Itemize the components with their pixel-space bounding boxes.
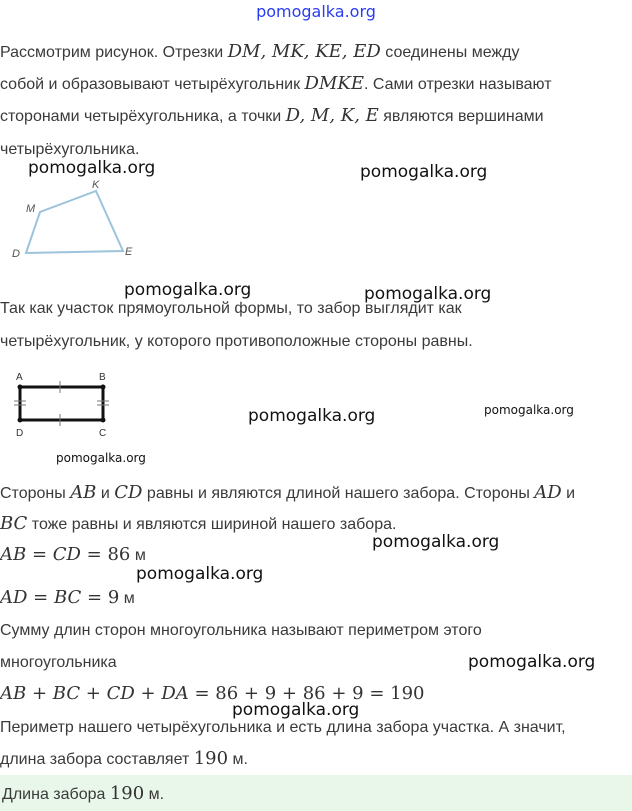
text-segment: четырёхугольника.: [0, 141, 140, 158]
math-segment: 9: [107, 587, 120, 608]
math-segment: AD: [534, 482, 562, 503]
answer-box: [0, 775, 632, 811]
text-segment: длина забора составляет: [0, 751, 194, 768]
text-line: [0, 748, 248, 771]
formula-line: [0, 683, 424, 706]
math-segment: BC: [0, 513, 28, 534]
math-segment: CD: [114, 482, 143, 503]
vertex-label: M: [26, 203, 36, 215]
text-segment: являются вершинами: [378, 108, 544, 125]
watermark: pomogalka.org: [468, 652, 596, 672]
math-segment: 190: [193, 748, 229, 769]
watermark: pomogalka.org: [232, 700, 360, 720]
text-segment: Стороны: [0, 485, 71, 502]
math-segment: DMKE: [304, 73, 364, 94]
text-segment: м.: [144, 786, 165, 803]
watermark: pomogalka.org: [28, 158, 156, 178]
watermark: pomogalka.org: [372, 532, 500, 552]
text-line: [0, 587, 135, 610]
text-segment: Рассмотрим рисунок. Отрезки: [0, 44, 228, 61]
text-segment: сторонами четырёхугольника, а точки: [0, 108, 286, 125]
vertex-label: C: [99, 428, 107, 439]
text-segment: соединены между: [380, 44, 520, 61]
text-segment: Так как участок прямоугольной формы, то забор выглядит как: [0, 300, 462, 317]
watermark: pomogalka.org: [364, 284, 492, 304]
text-segment: многоугольника: [0, 654, 117, 671]
vertex-label: D: [12, 248, 20, 260]
text-segment: м: [119, 590, 135, 607]
text-line: [0, 41, 519, 64]
math-segment: AB + BC + CD + DA: [0, 683, 189, 704]
math-segment: 190: [109, 783, 145, 804]
rectangle-figure: [8, 365, 118, 440]
vertex-label: B: [99, 372, 106, 383]
text-segment: . Сами отрезки называют: [363, 76, 552, 93]
math-segment: AB = CD =: [0, 544, 108, 565]
text-segment: Периметр нашего четырёхугольника и есть длина забора участка. А значит,: [0, 719, 566, 736]
quadrilateral-figure: [8, 175, 148, 265]
vertex-label: D: [16, 428, 24, 439]
text-segment: равны и являются длиной нашего забора. Стороны: [142, 485, 535, 502]
text-segment: и: [96, 485, 115, 502]
vertex-label: E: [125, 246, 133, 258]
text-line: [0, 717, 566, 739]
text-segment: тоже равны и являются шириной нашего забора.: [27, 516, 397, 533]
text-line: [0, 513, 396, 536]
watermark-top: pomogalka.org: [256, 2, 376, 21]
math-segment: AD = BC =: [0, 587, 108, 608]
math-segment: D, M, K, E: [285, 105, 379, 126]
text-segment: Длина забора: [2, 786, 110, 803]
watermark: pomogalka.org: [56, 451, 146, 465]
watermark: pomogalka.org: [360, 162, 488, 182]
text-segment: и: [561, 485, 576, 502]
vertex-label: A: [16, 372, 23, 383]
text-line: [0, 331, 473, 353]
vertex-label: K: [92, 179, 100, 191]
text-line: [0, 652, 117, 674]
answer-line: [2, 783, 164, 806]
math-segment: DM, MK, KE, ED: [227, 41, 381, 62]
watermark: pomogalka.org: [136, 564, 264, 584]
math-segment: 86: [107, 544, 131, 565]
text-line: [0, 105, 544, 128]
text-line: [0, 544, 146, 567]
text-segment: м.: [228, 751, 248, 768]
text-line: [0, 298, 462, 320]
text-segment: четырёхугольник, у которого противоположные стороны равны.: [0, 333, 473, 350]
watermark: pomogalka.org: [248, 406, 376, 426]
math-segment: AB: [70, 482, 97, 503]
watermark: pomogalka.org: [484, 403, 574, 417]
text-line: [0, 482, 575, 505]
text-segment: собой и образовывают четырёхугольник: [0, 76, 305, 93]
text-segment: Сумму длин сторон многоугольника называют периметром этого: [0, 622, 482, 639]
math-segment: = 86 + 9 + 86 + 9 = 190: [188, 683, 425, 704]
text-line: [0, 620, 482, 642]
watermark: pomogalka.org: [124, 280, 252, 300]
text-segment: м: [130, 547, 146, 564]
text-line: [0, 73, 552, 96]
